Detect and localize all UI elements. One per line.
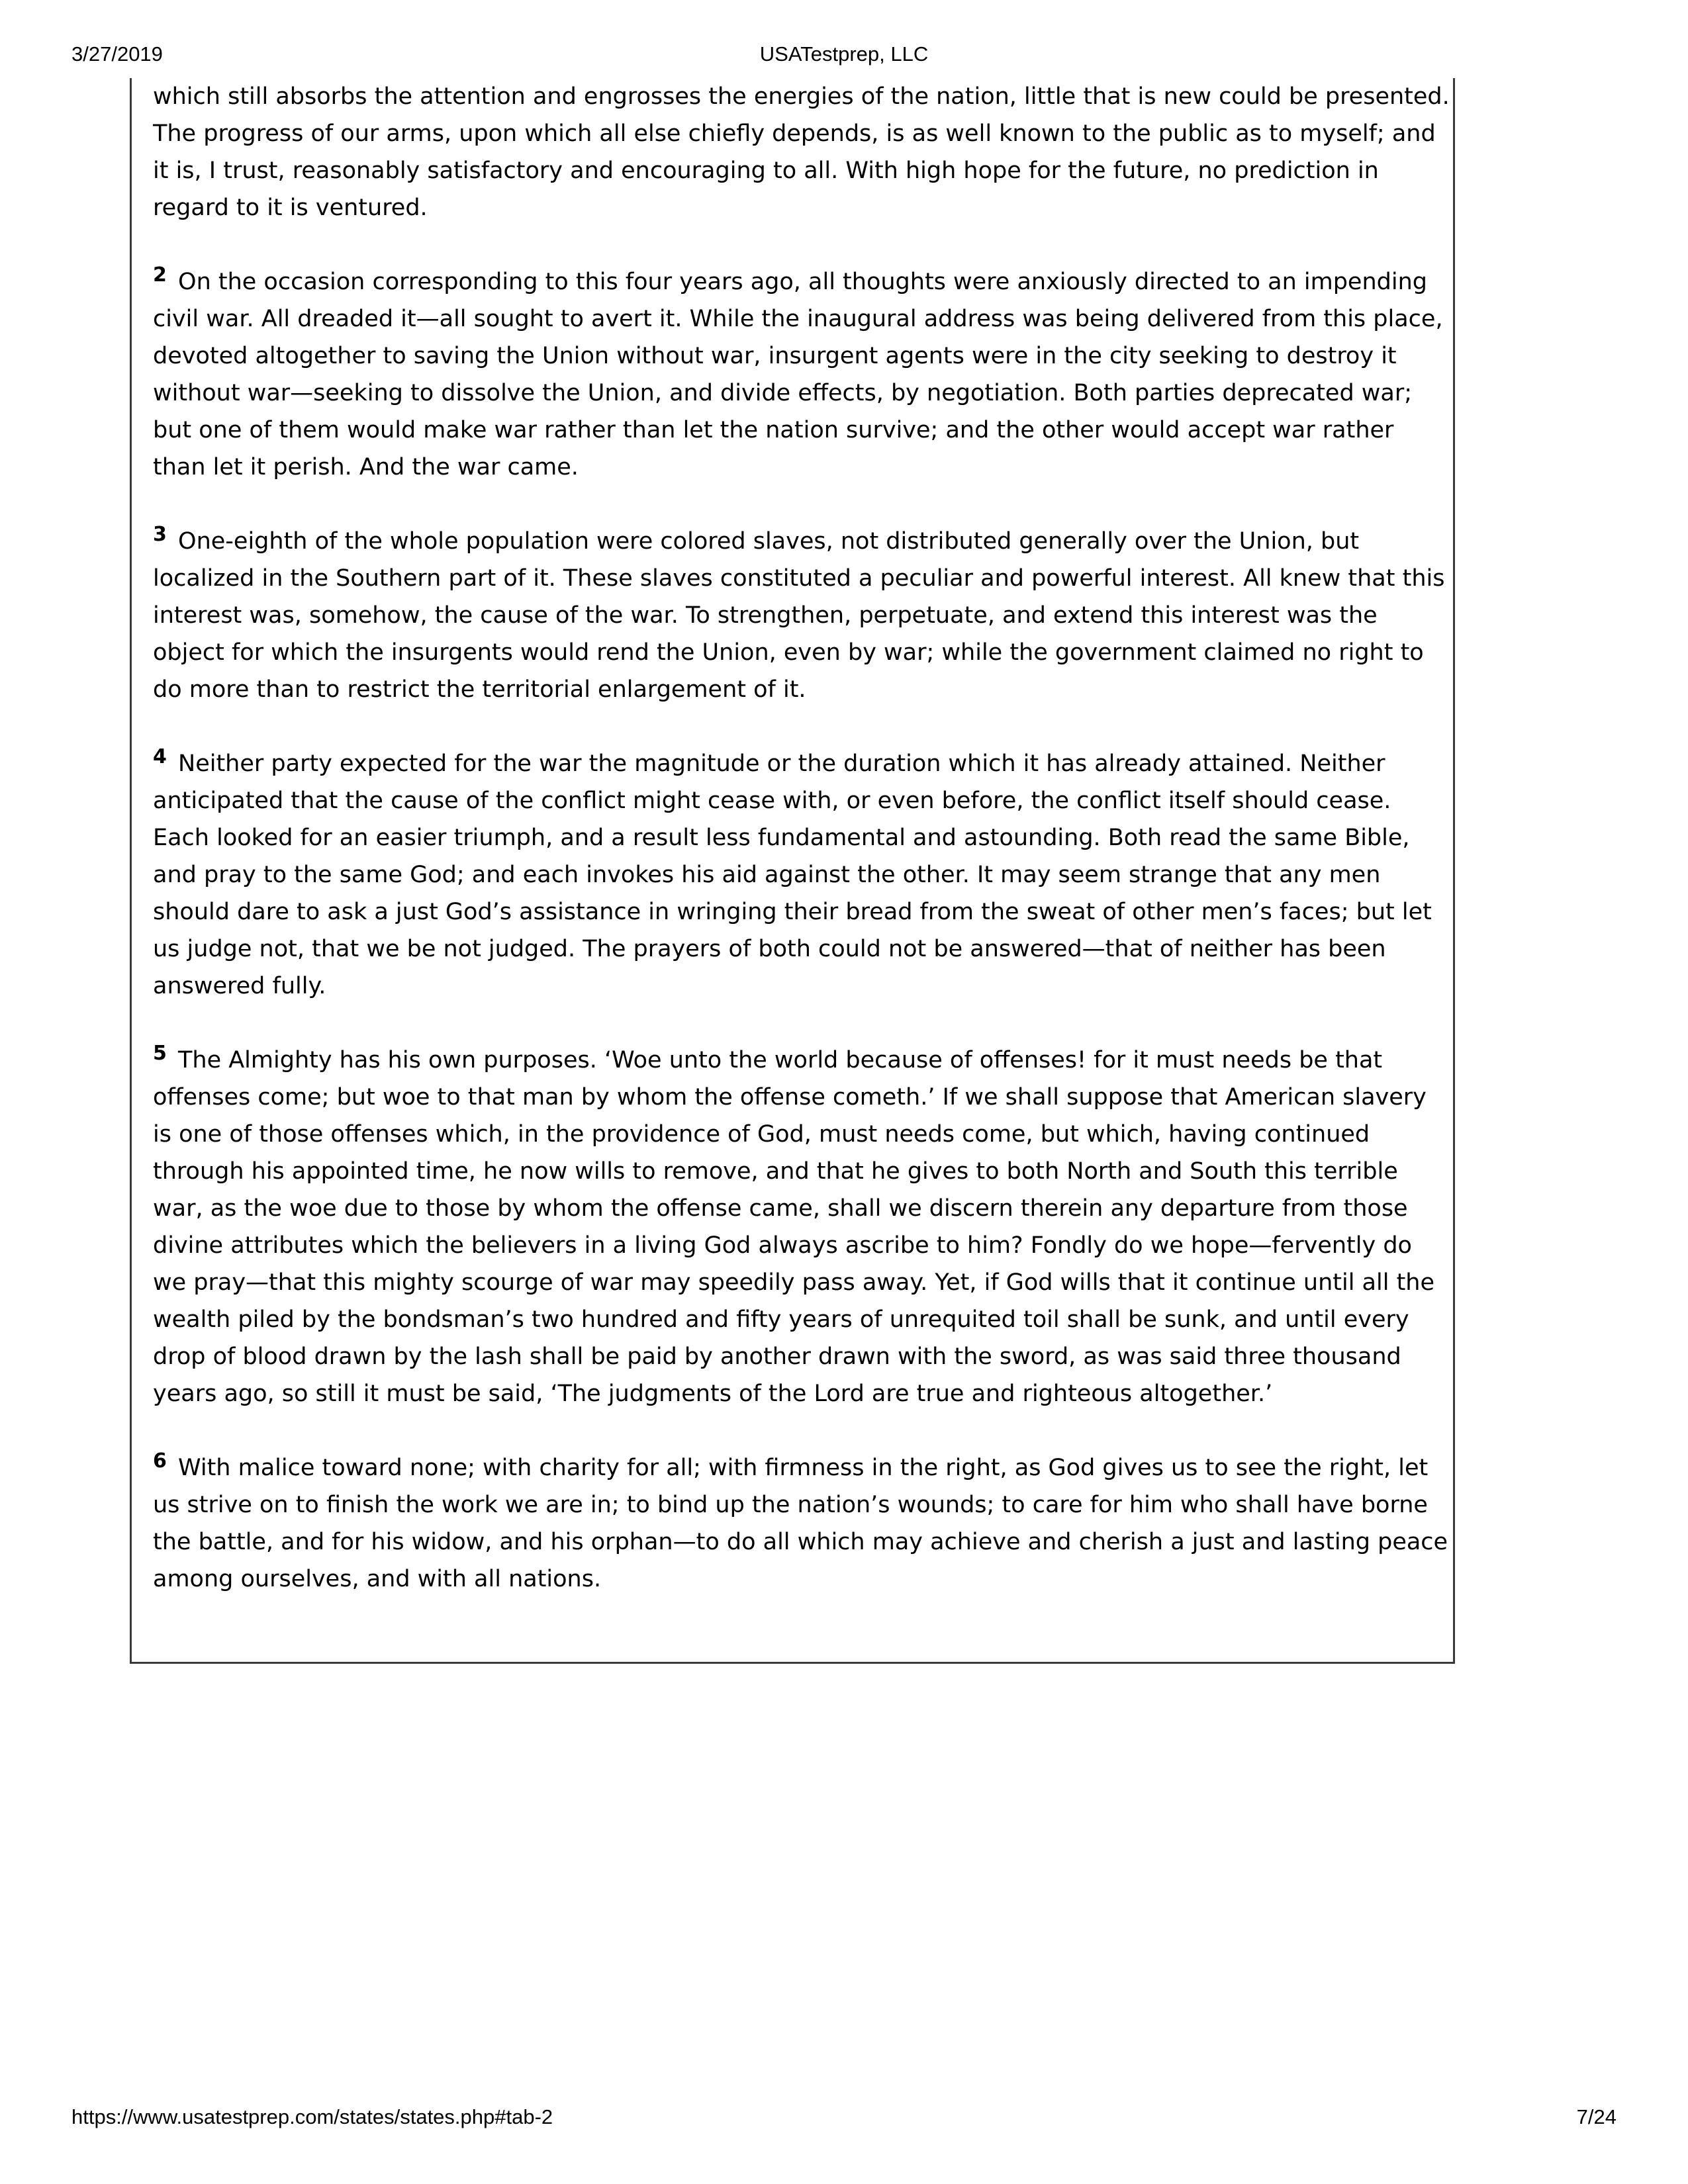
paragraph-text: With malice toward none; with charity for all; with firmness in the right, as God gives us to see the right, let us strive on to finish the work we are in; to bind up the nation’s wounds; to care for him who shall have borne the battle, and for his widow, and his orphan—to do all which may achieve and cherish a just and lasting peace among ourselves, and with all nations. — [153, 1455, 1448, 1592]
paragraph-2 — [153, 263, 1450, 486]
paragraph-number: 5 — [153, 1042, 167, 1065]
paragraph-text: One-eighth of the whole population were colored slaves, not distributed generally over the Union, but localized in the Southern part of it. These slaves constituted a peculiar and powerful interest. All knew that this interest was, somehow, the cause of the war. To strengthen, perpetuate, and extend this interest was the object for which the insurgents would rend the Union, even by war; while the government claimed no right to do more than to restrict the territorial enlargement of it. — [153, 528, 1445, 703]
paragraph-4 — [153, 745, 1450, 1005]
print-date: 3/27/2019 — [71, 42, 163, 66]
passage-continuation: which still absorbs the attention and engrosses the energies of the nation, little that is new could be presented. The progress of our arms, upon which all else chiefly depends, is as well known to the public as to myself; and it is, I trust, reasonably satisfactory and encouraging to all. With high hope for the future, no prediction in regard to it is ventured. — [153, 83, 1450, 221]
paragraph-number: 3 — [153, 523, 167, 546]
paragraph-text: The Almighty has his own purposes. ‘Woe unto the world because of offenses! for it must needs be that offenses come; but woe to that man by whom the offense cometh.’ If we shall suppose that American slavery is one of those offenses which, in the providence of God, must needs come, but which, having continued through his appointed time, he now wills to remove, and that he gives to both North and South this terrible war, as the woe due to those by whom the offense came, shall we discern therein any departure from those divine attributes which the believers in a living God always ascribe to him? Fondly do we hope—fervently do we pray—that this mighty scourge of war may speedily pass away. Yet, if God wills that it continue until all the wealth piled by the bondsman’s two hundred and fifty years of unrequited toil shall be sunk, and until every drop of blood drawn by the lash shall be paid by another drawn with the sword, as was said three thousand years ago, so still it must be said, ‘The judgments of the Lord are true and righteous altogether.’ — [153, 1047, 1435, 1407]
paragraph-number: 4 — [153, 745, 167, 768]
print-page-number: 7/24 — [1576, 2105, 1617, 2128]
paragraph-5 — [153, 1042, 1450, 1412]
paragraph-number: 6 — [153, 1449, 167, 1473]
paragraph-6 — [153, 1449, 1450, 1598]
print-page-title: USATestprep, LLC — [759, 42, 929, 66]
print-footer-url: https://www.usatestprep.com/states/states.php#tab-2 — [71, 2105, 553, 2128]
paragraph-text: Neither party expected for the war the magnitude or the duration which it has already attained. Neither anticipated that the cause of the conflict might cease with, or even before, the conflict itself should cease. Each looked for an easier triumph, and a result less fundamental and astounding. Both read the same Bible, and pray to the same God; and each invokes his aid against the other. It may seem strange that any men should dare to ask a just God’s assistance in wringing their bread from the sweat of other men’s faces; but let us judge not, that we be not judged. The prayers of both could not be answered—that of neither has been answered fully. — [153, 751, 1432, 999]
paragraph-number: 2 — [153, 263, 167, 287]
paragraph-text: On the occasion corresponding to this four years ago, all thoughts were anxiously directed to an impending civil war. All dreaded it—all sought to avert it. While the inaugural address was being delivered from this place, devoted altogether to saving the Union without war, insurgent agents were in the city seeking to destroy it without war—seeking to dissolve the Union, and divide effects, by negotiation. Both parties deprecated war; but one of them would make war rather than let the nation survive; and the other would accept war rather than let it perish. And the war came. — [153, 269, 1443, 480]
reading-passage-box — [130, 78, 1455, 1664]
passage-text — [153, 78, 1450, 1635]
paragraph-3 — [153, 523, 1450, 708]
